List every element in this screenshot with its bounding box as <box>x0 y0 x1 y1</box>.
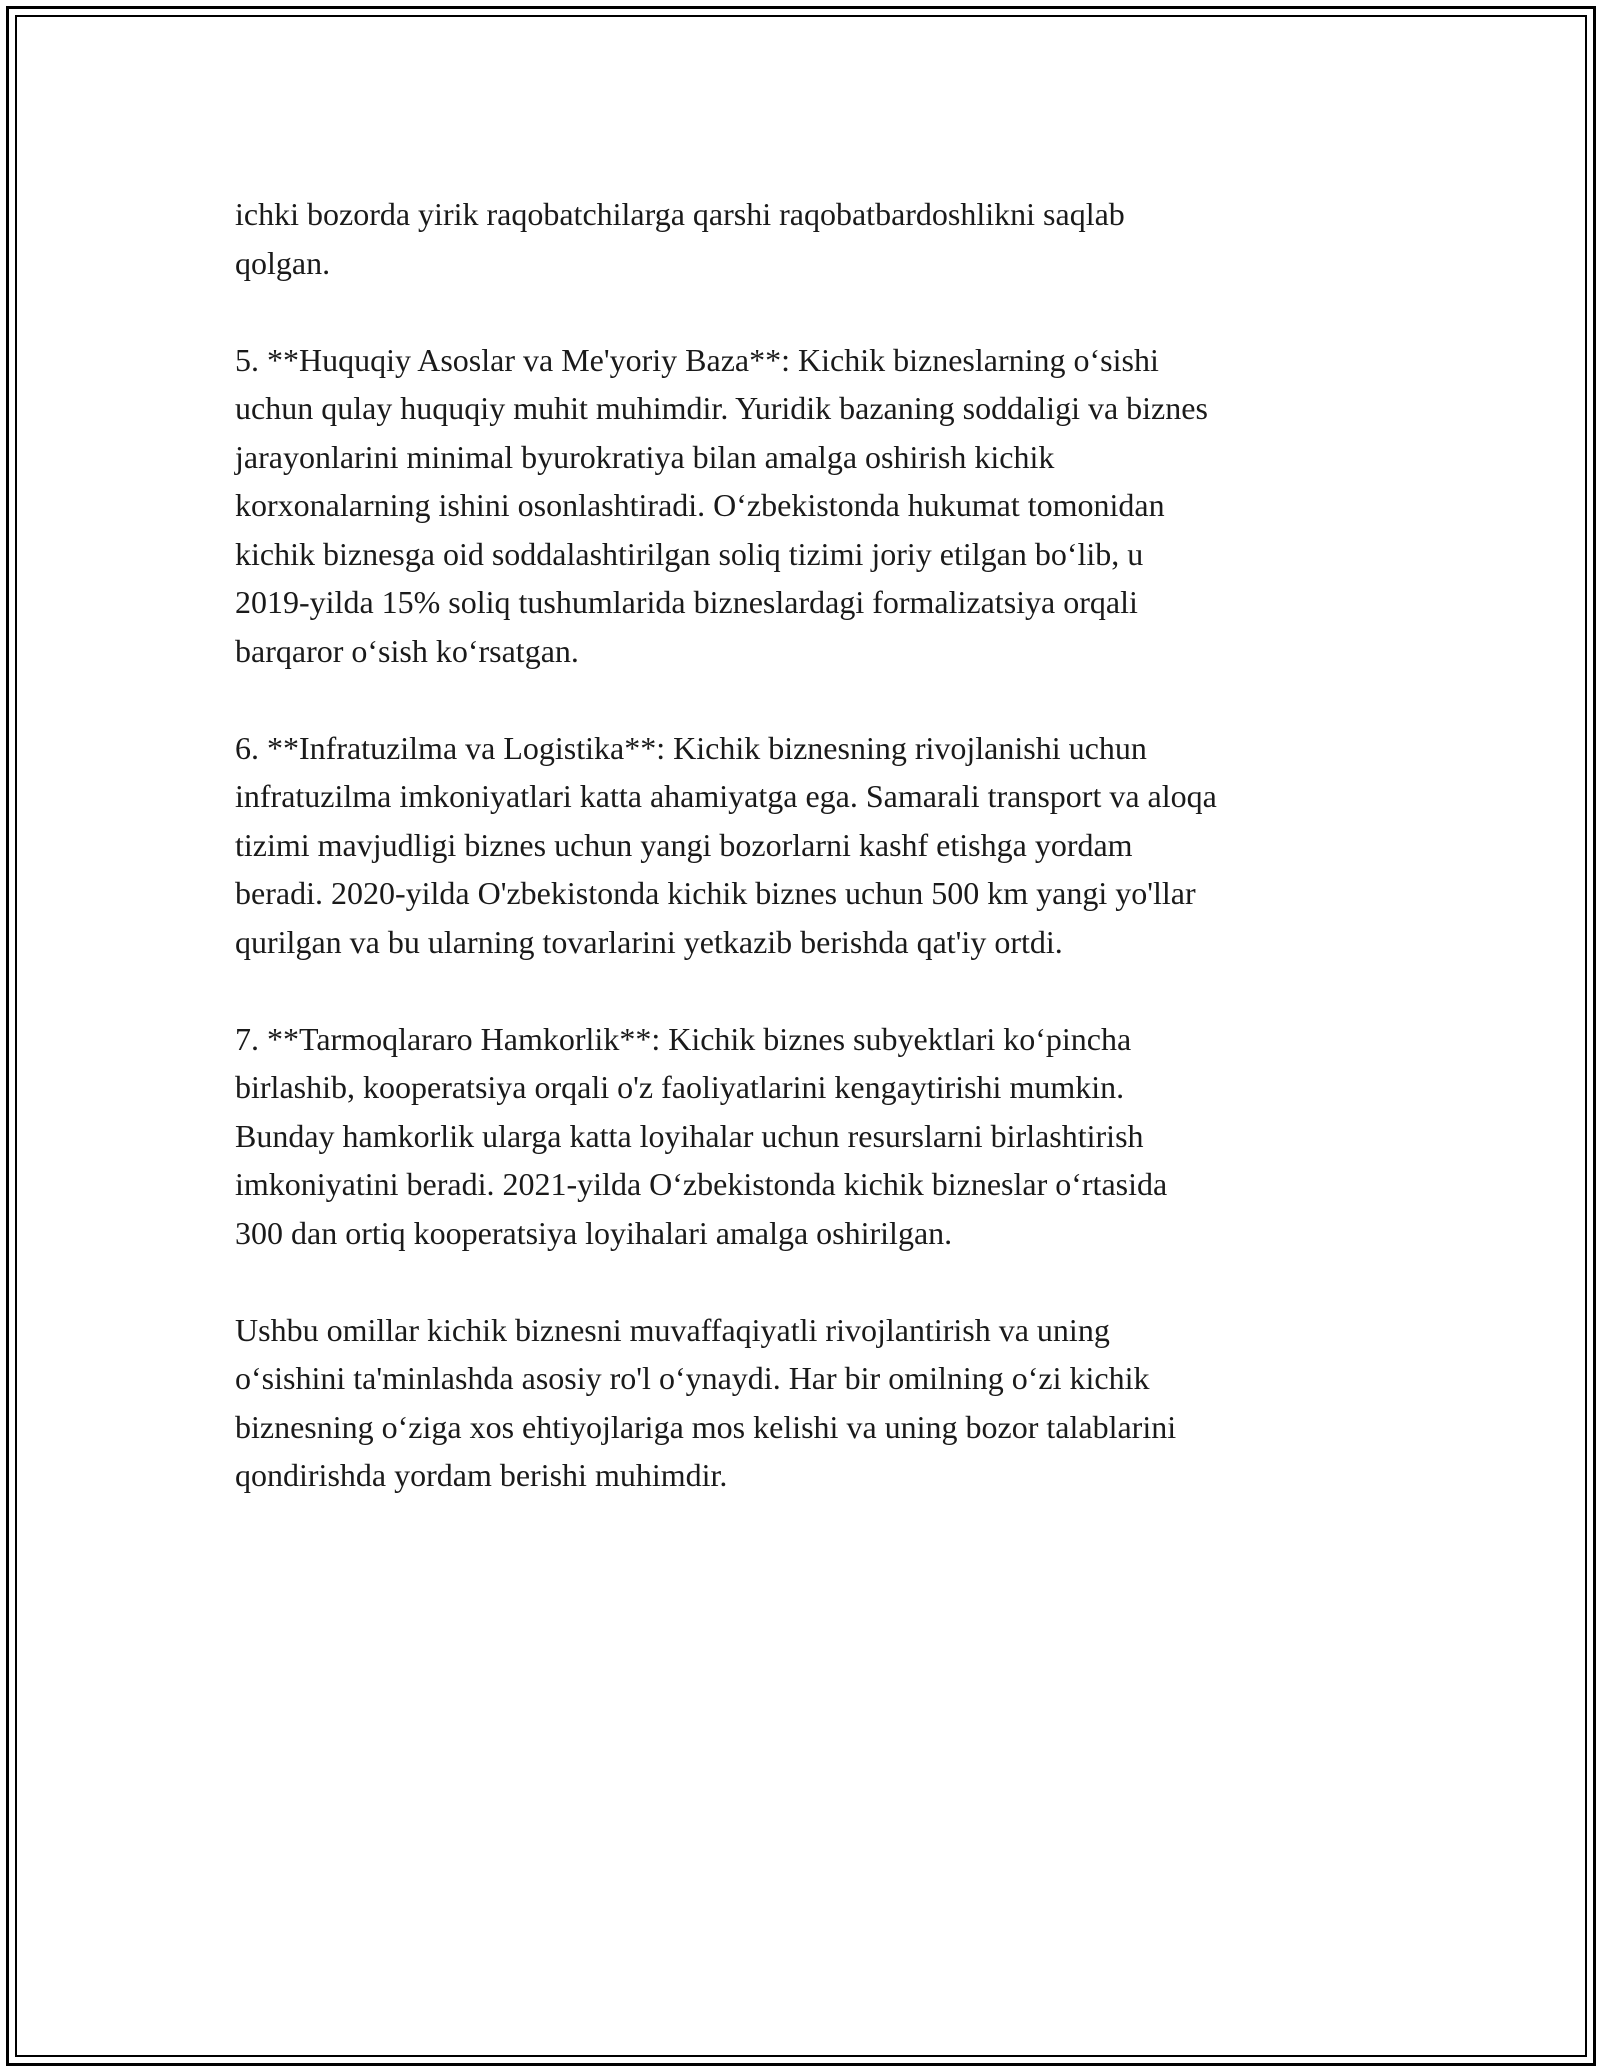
paragraph-cooperation: 7. **Tarmoqlararo Hamkorlik**: Kichik biznes subyektlari koʻpincha birlashib, kooperatsiya orqali o'z faoliyatlarini kengaytirishi mumkin. Bunday hamkorlik ularga katta loyihalar uchun resurslarni birlashtirish imkoniyatini beradi. 2021-yilda Oʻzbekistonda kichik bizneslar oʻrtasida 300 dan ortiq kooperatsiya loyihalari amalga oshirilgan. <box>235 1020 1168 1251</box>
paragraph-conclusion: Ushbu omillar kichik biznesni muvaffaqiyatli rivojlantirish va uning oʻsishini ta'minlashda asosiy ro'l oʻynaydi. Har bir omilning oʻzi kichik biznesning oʻziga xos ehtiyojlariga mos kelishi va uning bozor talablarini qondirishda yordam berishi muhimdir. <box>235 1311 1177 1493</box>
document-body <box>235 190 1375 1548</box>
paragraph-legal-framework: 5. **Huquqiy Asoslar va Me'yoriy Baza**: Kichik bizneslarning oʻsishi uchun qulay huquqiy muhit muhimdir. Yuridik bazaning soddaligi va biznes jarayonlarini minimal byurokratiya bilan amalga oshirish kichik korxonalarning ishini osonlashtiradi. Oʻzbekistonda hukumat tomonidan kichik biznesga oid soddalashtirilgan soliq tizimi joriy etilgan boʻlib, u 2019-yilda 15% soliq tushumlarida bizneslardagi formalizatsiya orqali barqaror oʻsish koʻrsatgan. <box>235 341 1208 669</box>
paragraph-infrastructure: 6. **Infratuzilma va Logistika**: Kichik biznesning rivojlanishi uchun infratuzilma imkoniyatlari katta ahamiyatga ega. Samarali transport va aloqa tizimi mavjudligi biznes uchun yangi bozorlarni kashf etishga yordam beradi. 2020-yilda O'zbekistonda kichik biznes uchun 500 km yangi yo'llar qurilgan va bu ularning tovarlarini yetkazib berishda qat'iy ortdi. <box>235 729 1217 960</box>
paragraph-continuation: ichki bozorda yirik raqobatchilarga qarshi raqobatbardoshlikni saqlab qolgan. <box>235 196 1125 281</box>
